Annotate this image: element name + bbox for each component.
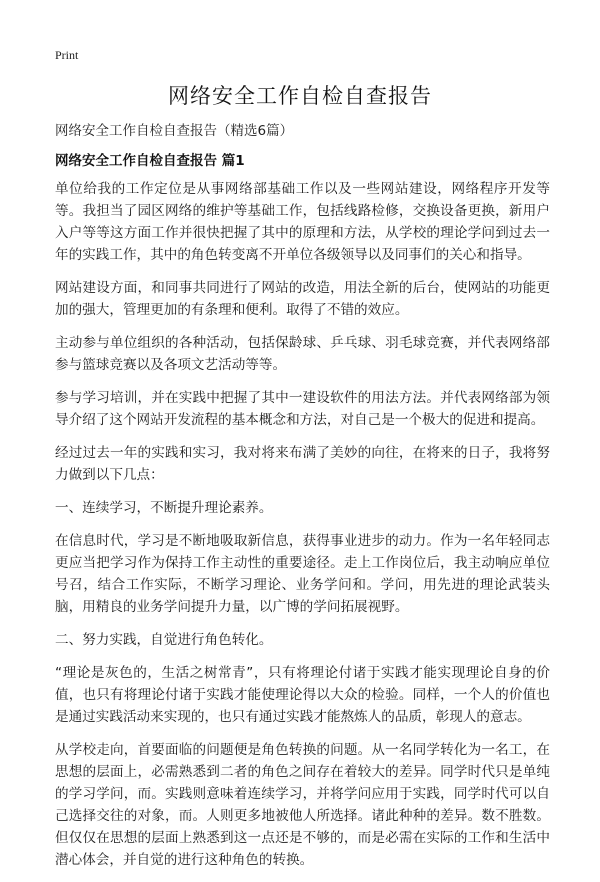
paragraph-job-positioning: 单位给我的工作定位是从事网络部基础工作以及一些网站建设，网络程序开发等等。我担当了园区网络的维护等基础工作，包括线路检修，交换设备更换，新用户入户等等这方面工作并很快把握了其中的原理和方法，从学校的理论学问到过去一年的实践工作，其中的角色转变离不开单位各级领导以及同事们的关心和指导。 — [55, 181, 550, 263]
paragraph-training: 参与学习培训，并在实践中把握了其中一建设软件的用法方法。并代表网络部为领导介绍了这个网站开发流程的基本概念和方法，对自己是一个极大的促进和提高。 — [55, 390, 550, 428]
paragraph-website-construction: 网站建设方面，和同事共同进行了网站的改造，用法全新的后台，使网站的功能更加的强大，管理更加的有条理和便利。取得了不错的效应。 — [55, 280, 550, 318]
paragraph-activities: 主动参与单位组织的各种活动，包括保龄球、乒乓球、羽毛球竞赛，并代表网络部参与篮球竞赛以及各项文艺活动等等。 — [55, 335, 550, 373]
paragraph-future-plans: 经过过去一年的实践和实习，我对将来布满了美妙的向往，在将来的日子，我将努力做到以下几点： — [55, 445, 550, 483]
paragraph-continuous-learning: 在信息时代，学习是不断地吸取新信息，获得事业进步的动力。作为一名年轻同志更应当把学习作为保持工作主动性的重要途径。走上工作岗位后，我主动响应单位号召，结合工作实际，不断学习理论、业务学问和。学问，用先进的理论武装头脑，用精良的业务学问提升力量，以广博的学问拓展视野。 — [55, 533, 550, 615]
document-body — [55, 178, 550, 882]
paragraph-role-transition: 从学校走向，首要面临的问题便是角色转换的问题。从一名同学转化为一名工，在思想的层面上，必需熟悉到二者的角色之间存在着较大的差异。同学时代只是单纯的学习学问，而。实践则意味着连续学习，并将学问应用于实践，同学时代可以自己选择交往的对象，而。人则更多地被他人所选择。诸此种种的差异。数不胜数。但仅仅在思想的层面上熟悉到这一点还是不够的，而是必需在实际的工作和生活中潜心体会，并自觉的进行这种角色的转换。 — [55, 742, 550, 868]
point-one-heading: 一、连续学习，不断提升理论素养。 — [55, 500, 273, 516]
point-two-heading: 二、努力实践，自觉进行角色转化。 — [55, 632, 273, 648]
document-title: 网络安全工作自检自查报告 — [168, 84, 432, 108]
print-label[interactable]: Print — [55, 48, 79, 62]
document-subtitle: 网络安全工作自检自查报告（精选6篇） — [55, 123, 294, 139]
section-heading: 网络安全工作自检自查报告 篇1 — [55, 153, 245, 169]
paragraph-theory-practice: “理论是灰色的，生活之树常青”，只有将理论付诸于实践才能实现理论自身的价值，也只有将理论付诸于实践才能使理论得以大众的检验。同样，一个人的价值也是通过实践活动来实现的，也只有通过实践才能熬炼人的品质，彰现人的意志。 — [55, 665, 550, 725]
